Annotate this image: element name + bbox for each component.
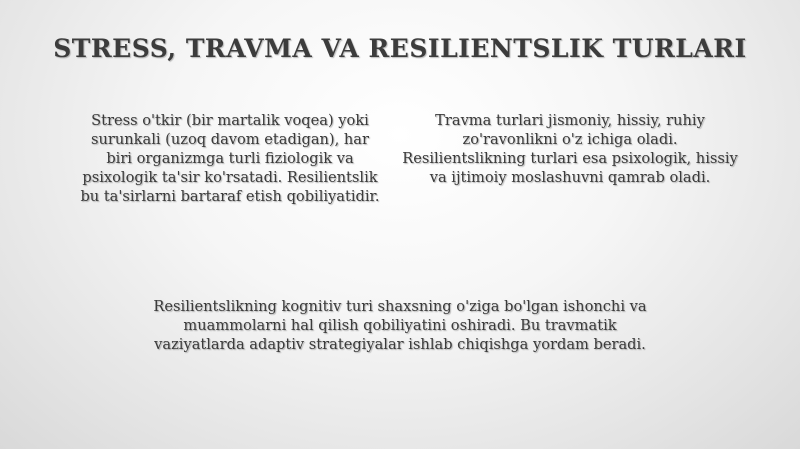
paragraph-trauma-types: Travma turlari jismoniy, hissiy, ruhiy zo'ravonlikni o'z ichiga oladi. Resilientslikning turlari esa psixologik, hissiy va ijtimoiy moslashuvni qamrab oladi. <box>402 112 738 186</box>
slide-title: STRESS, TRAVMA VA RESILIENTSLIK TURLARI <box>53 34 747 63</box>
paragraph-cognitive-resilience: Resilientslikning kognitiv turi shaxsning o'ziga bo'lgan ishonchi va muammolarni hal qilish qobiliyatini oshiradi. Bu travmatik vaziyatlarda adaptiv strategiyalar ishlab chiqishga yordam beradi. <box>153 298 647 353</box>
paragraph-stress: Stress o'tkir (bir martalik voqea) yoki surunkali (uzoq davom etadigan), har biri organizmga turli fiziologik va psixologik ta'sir ko'rsatadi. Resilientslik bu ta'sirlarni bartaraf etish qobiliyatidir. <box>80 112 380 205</box>
